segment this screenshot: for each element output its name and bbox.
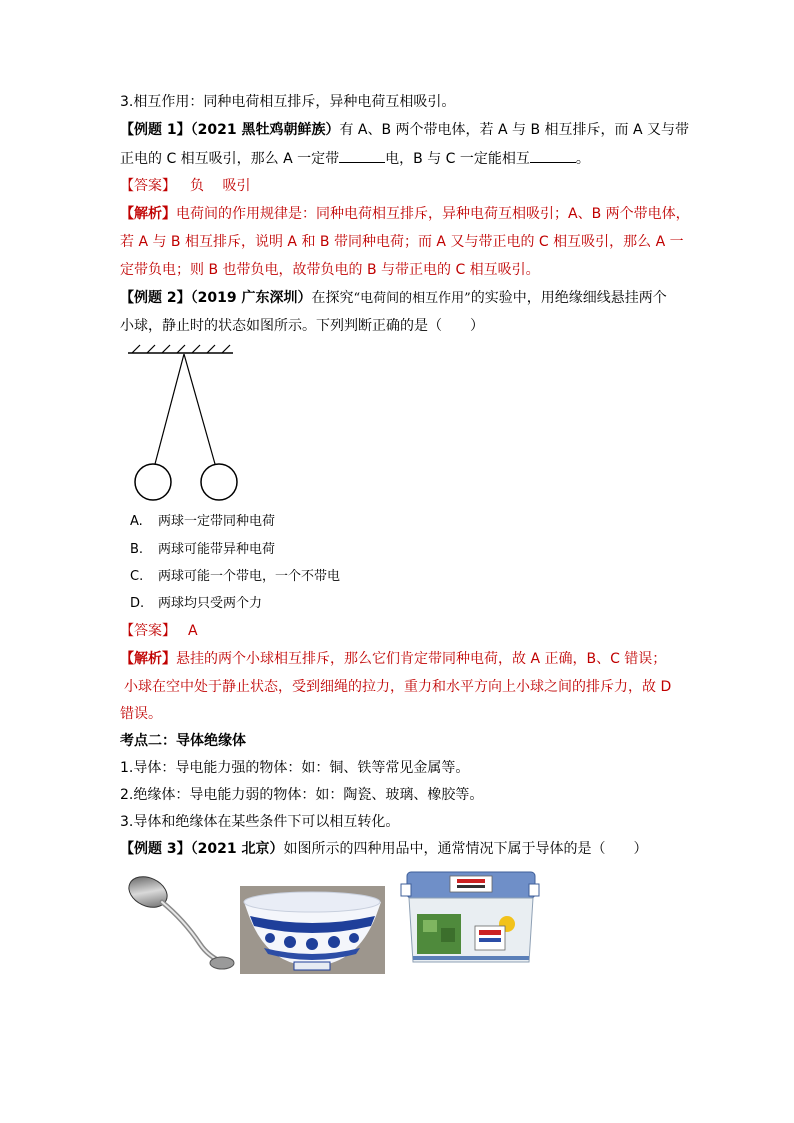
example1-question-line2 [120,148,590,169]
ceiling-hatch [132,345,230,353]
example2-analysis-line3: 错误。 [120,706,162,722]
option-c[interactable] [130,567,340,587]
example3-source: （2021 北京） [190,841,284,857]
example2-source: （2019 广东深圳） [190,290,312,306]
option-c-letter: C. [130,569,144,584]
example1-analysis-1: 电荷间的作用规律是：同种电荷相互排斥，异种电荷互相吸引；A、B 两个带电体， [176,206,690,222]
example1-text-b1: 正电的 C 相互吸引，那么 A 一定带 [120,151,340,167]
pendulum-diagram [118,340,248,505]
example1-analysis-line2: 若 A 与 B 相互排斥，说明 A 和 B 带同种电荷；而 A 又与带正电的 C 相互吸引，那么 A 一 [120,234,684,250]
example2-answer-tag: 【答案】 [120,623,176,639]
option-d[interactable] [130,594,262,614]
section2-heading: 考点二：导体绝缘体 [120,733,246,749]
example1-tag: 【例题 1】 [120,122,191,138]
spoon-image [122,870,236,974]
left-ball [135,464,171,500]
example1-answer-tag: 【答案】 [120,178,176,194]
insulator-definition: 2.绝缘体：导电能力弱的物体：如：陶瓷、玻璃、橡胶等。 [120,787,484,803]
option-d-text: 两球均只受两个力 [158,596,263,611]
option-b-letter: B. [130,542,144,557]
option-a-text: 两球一定带同种电荷 [158,514,276,529]
conversion-note: 3.导体和绝缘体在某些条件下可以相互转化。 [120,814,400,830]
example2-question-line2: 小球，静止时的状态如图所示。下列判断正确的是（ ） [120,318,484,334]
example2-answer-text: A [188,623,198,639]
example3-tag: 【例题 3】 [120,841,191,857]
example2-text-a2: “电荷间的相互作用” [353,291,471,306]
left-thread [155,354,184,464]
option-a[interactable] [130,512,275,532]
example2-text-a3: 的实验中，用绝缘细线悬挂两个 [470,290,667,306]
example2-tag: 【例题 2】 [120,290,191,306]
plastic-food-box-image [395,866,545,970]
example2-analysis-line2: 小球在空中处于静止状态，受到细绳的拉力，重力和水平方向上小球之间的排斥力，故 D [124,679,672,695]
conductor-definition: 1.导体：导电能力强的物体：如：铜、铁等常见金属等。 [120,760,470,776]
example3-text: 如图所示的四种用品中，通常情况下属于导体的是（ ） [283,841,648,857]
answer-blank-2[interactable] [530,148,576,163]
example2-analysis-1: 悬挂的两个小球相互排斥，那么它们肯定带同种电荷，故 A 正确，B、C 错误； [176,651,667,667]
example1-question-line1 [120,120,689,140]
example2-analysis-line1 [120,649,666,669]
example2-text-a1: 在探究 [311,290,354,306]
example2-question-line1 [120,288,667,309]
example1-text-b3: 。 [575,151,590,167]
example1-analysis-line1 [120,204,690,224]
example2-answer [120,621,198,641]
option-c-text: 两球可能一个带电，一个不带电 [158,569,341,584]
right-ball [201,464,237,500]
example2-analysis-tag: 【解析】 [120,651,176,667]
example1-analysis-tag: 【解析】 [120,206,176,222]
example1-analysis-line3: 定带负电；则 B 也带负电，故带负电的 B 与带正电的 C 相互吸引。 [120,262,540,278]
option-b-text: 两球可能带异种电荷 [158,542,276,557]
right-thread [184,354,215,464]
example1-source: （2021 黑牡鸡朝鲜族） [190,122,340,138]
example1-text-a: 有 A、B 两个带电体，若 A 与 B 相互排斥，而 A 又与带 [339,122,690,138]
porcelain-bowl-image [240,886,385,974]
interaction-rule: 3.相互作用：同种电荷相互排斥，异种电荷互相吸引。 [120,94,456,110]
example1-answer-text: 负 吸引 [190,178,251,194]
answer-blank-1[interactable] [339,148,385,163]
example1-answer [120,176,250,196]
option-b[interactable] [130,540,275,560]
example1-text-b2: 电，B 与 C 一定能相互 [385,151,530,167]
option-a-letter: A. [130,514,143,529]
option-d-letter: D. [130,596,145,611]
example3-question [120,839,647,859]
